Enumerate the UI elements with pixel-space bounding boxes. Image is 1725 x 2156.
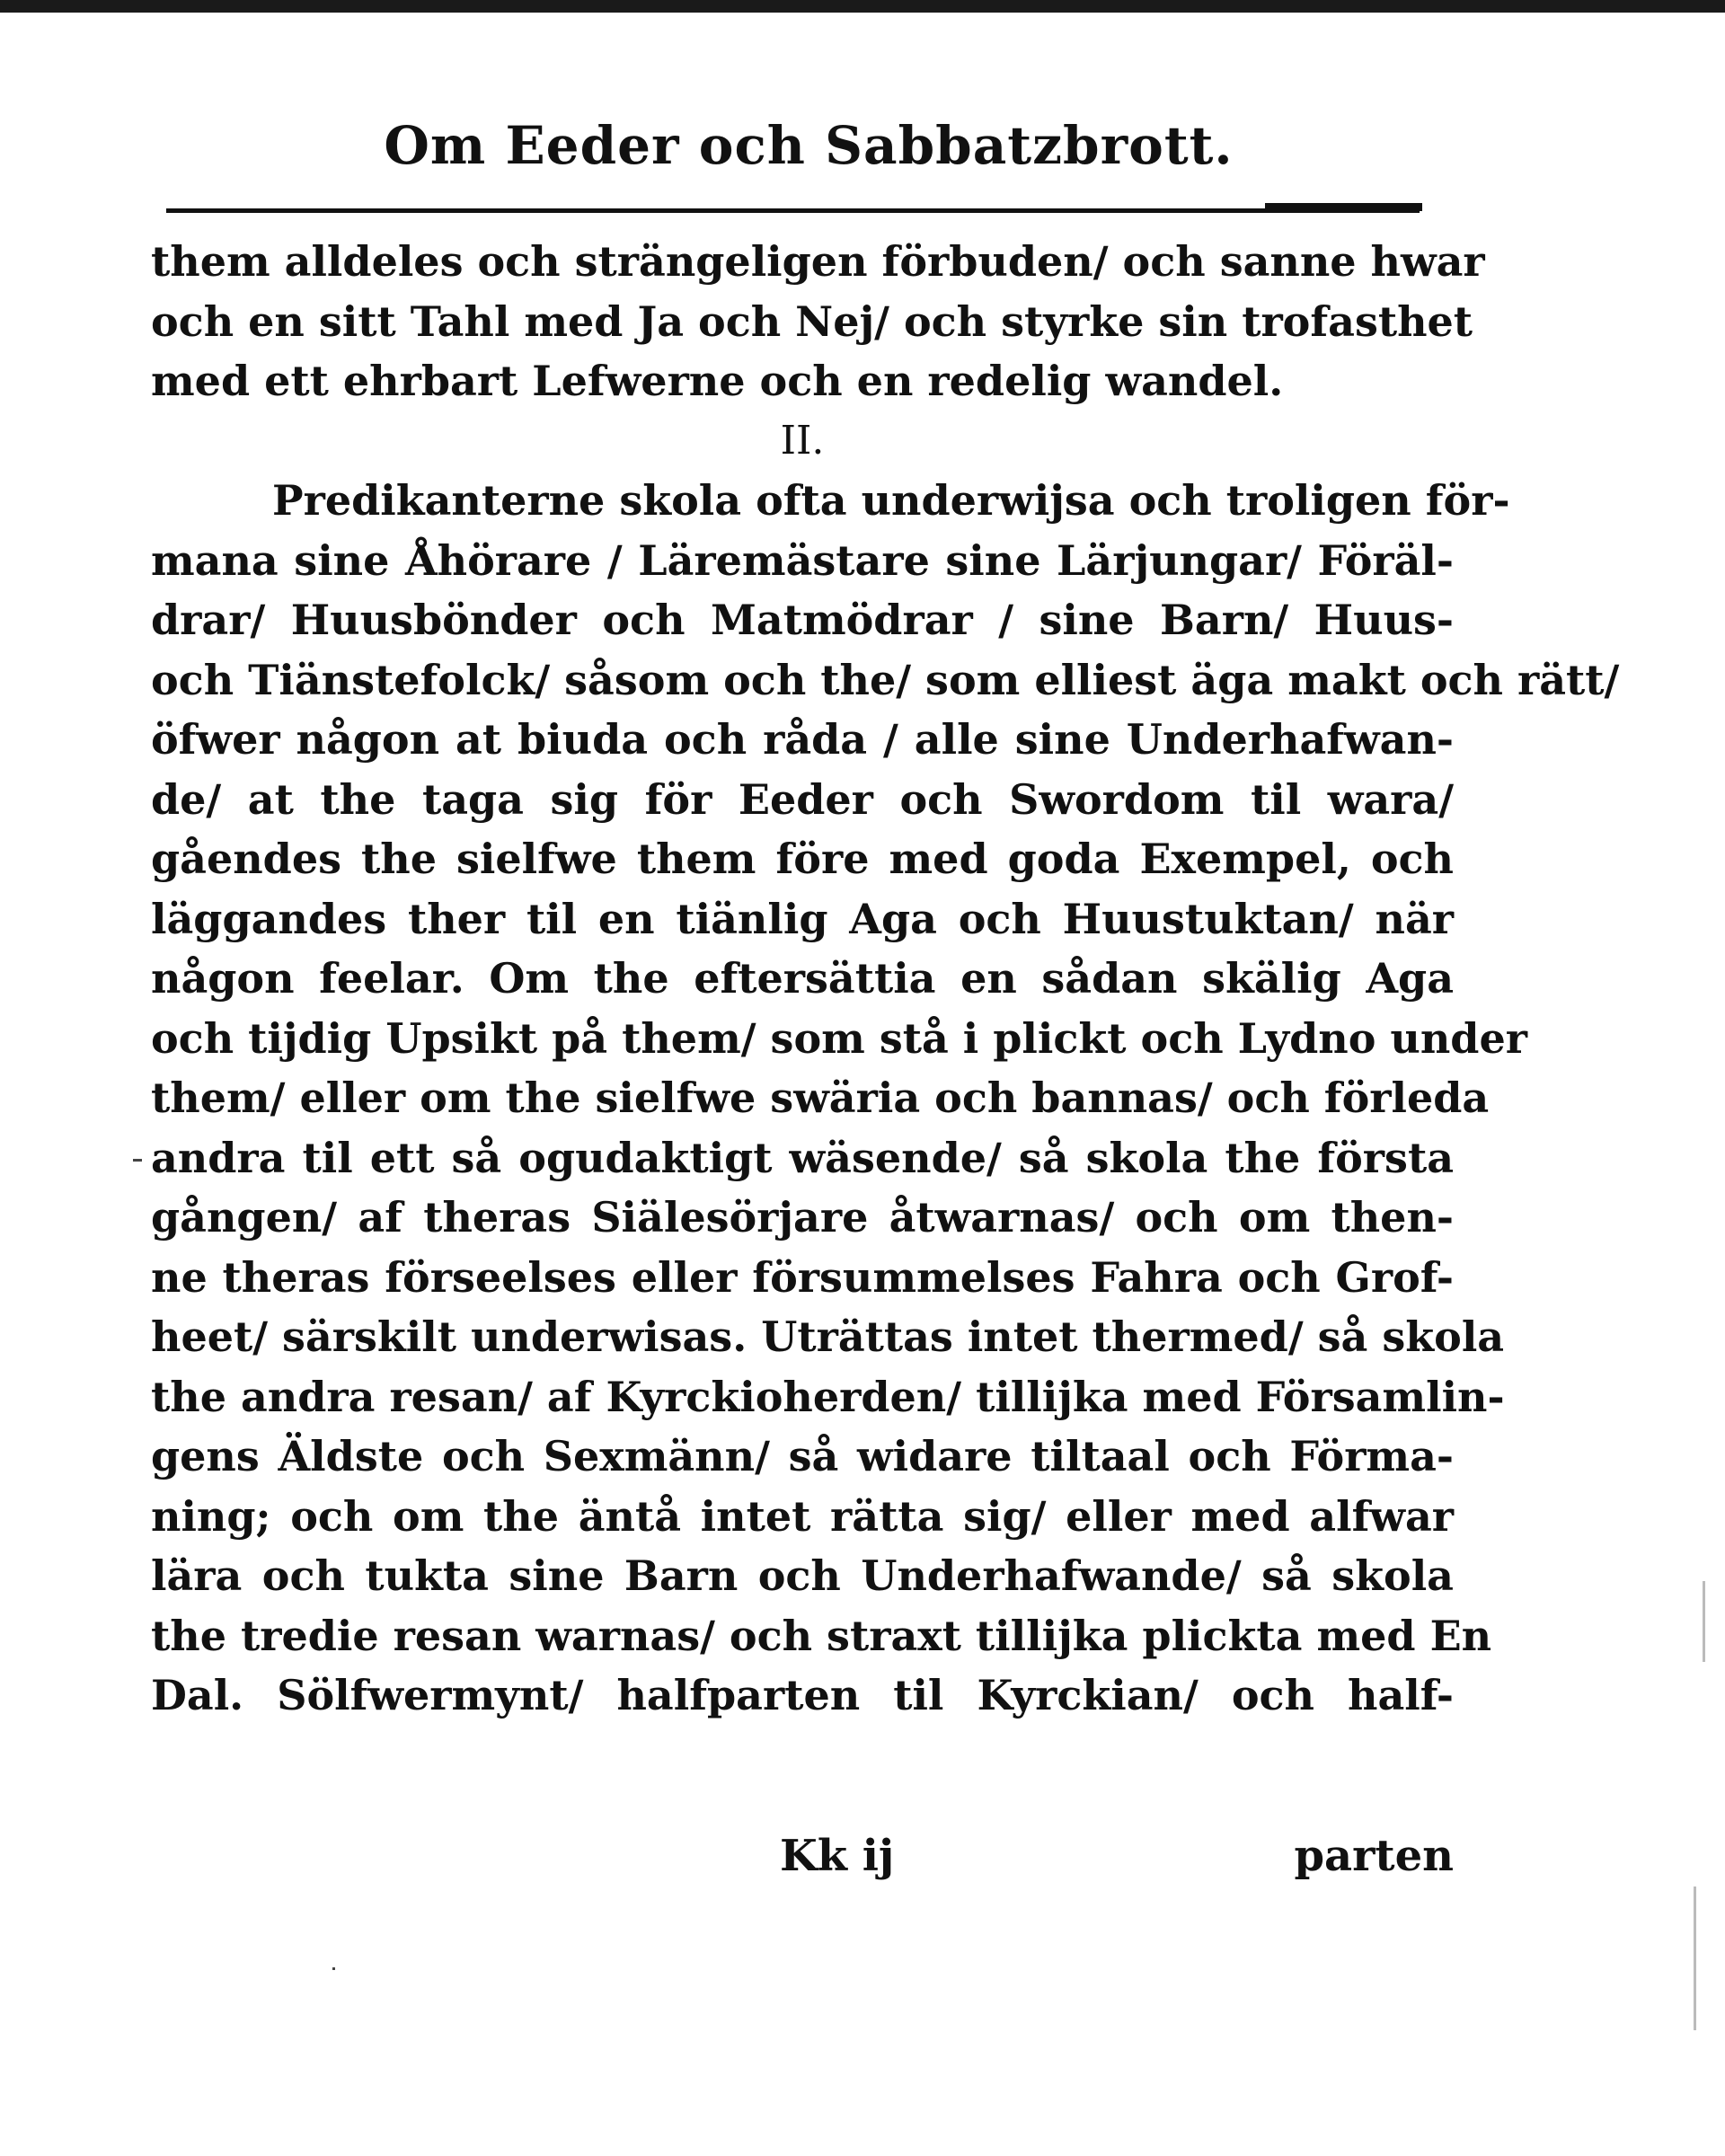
margin-speck	[133, 1159, 142, 1162]
running-head: Om Eeder och Sabbatzbrott.	[384, 115, 1234, 176]
text-line: läggandes ther til en tiänlig Aga och Huustuktan/ när	[151, 894, 1454, 943]
body-text	[151, 232, 1620, 1726]
text-line: med ett ehrbart Lefwerne och en redelig wandel.	[151, 357, 1284, 405]
text-line: them alldeles och strängeligen förbuden/ och sanne hwar	[151, 237, 1485, 286]
text-line: de/ at the taga sig för Eeder och Swordom til wara/	[151, 774, 1454, 824]
text-line: och Tiänstefolck/ såsom och the/ som elliest äga makt och rätt/	[151, 655, 1620, 704]
section-number: II.	[780, 417, 825, 464]
text-line: the tredie resan warnas/ och straxt tillijka plickta med En	[151, 1611, 1492, 1660]
text-line: gens Äldste och Sexmänn/ så widare tiltaal och Förma-	[151, 1432, 1454, 1480]
text-line: the andra resan/ af Kyrckioherden/ tillijka med Församlin-	[151, 1372, 1505, 1421]
text-line: lära och tukta sine Barn och Underhafwande/ så skola	[151, 1551, 1454, 1600]
text-line: öfwer någon at biuda och råda / alle sine Underhafwan-	[151, 715, 1454, 764]
text-line: Dal. Sölfwermynt/ halfparten til Kyrckian/ och half-	[151, 1671, 1454, 1719]
text-line: ning; och om the äntå intet rätta sig/ eller med alfwar	[151, 1491, 1454, 1541]
text-line: andra til ett så ogudaktigt wäsende/ så skola the första	[151, 1133, 1454, 1182]
header-rule-accent	[1265, 203, 1422, 211]
text-line: Predikanterne skola ofta underwijsa och troligen för-	[272, 476, 1510, 525]
text-line: gåendes the sielfwe them före med goda Exempel, och	[151, 835, 1454, 883]
text-line: mana sine Åhörare / Läremästare sine Lärjungar/ Föräl-	[151, 535, 1454, 585]
text-line: någon feelar. Om the eftersättia en sådan skälig Aga	[151, 954, 1454, 1003]
page-footer	[151, 1831, 1454, 1894]
margin-speck	[332, 1967, 335, 1970]
text-line: ne theras förseelses eller försummelses Fahra och Grof-	[151, 1252, 1454, 1302]
text-line: heet/ särskilt underwisas. Uträttas intet thermed/ så skola	[151, 1312, 1505, 1361]
margin-speck	[1694, 1886, 1696, 2030]
text-line: drar/ Huusbönder och Matmödrar / sine Barn/ Huus-	[151, 596, 1454, 644]
signature-mark: Kk ij	[780, 1831, 895, 1881]
text-line: them/ eller om the sielfwe swäria och bannas/ och förleda	[151, 1074, 1490, 1122]
header-rule	[166, 208, 1420, 213]
text-line: och en sitt Tahl med Ja och Nej/ och styrke sin trofasthet	[151, 296, 1473, 346]
catchword: parten	[1294, 1831, 1454, 1881]
text-line: och tijdig Upsikt på them/ som stå i plickt och Lydno under	[151, 1013, 1527, 1063]
text-line: gången/ af theras Siälesörjare åtwarnas/ och om then-	[151, 1193, 1454, 1241]
margin-speck	[1703, 1581, 1705, 1662]
